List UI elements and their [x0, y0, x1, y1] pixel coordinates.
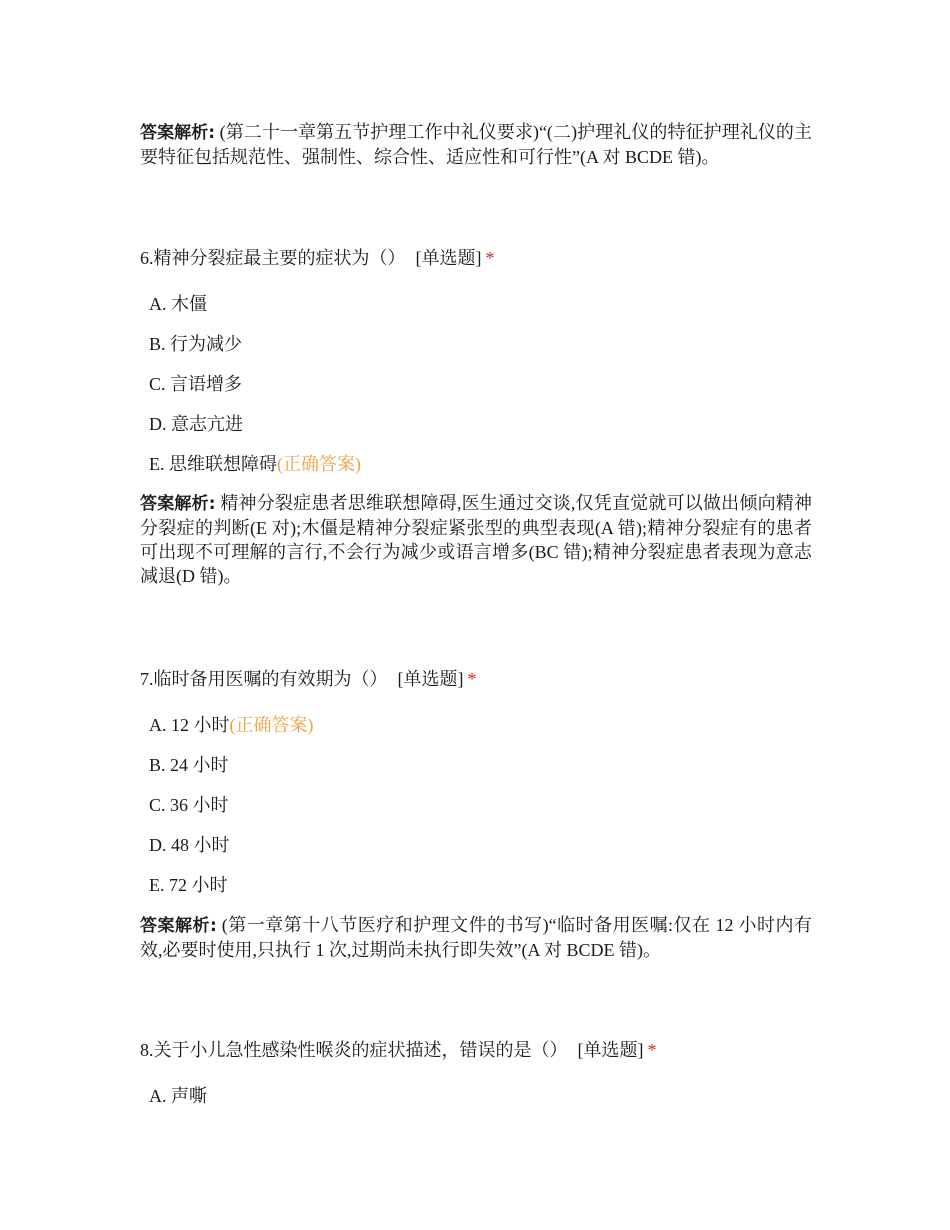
option-c: C. 36 小时 [149, 795, 229, 815]
explanation-label: 答案解析: [140, 916, 217, 936]
explanation-text: (第二十一章第五节护理工作中礼仪要求)“(二)护理礼仪的特征护理礼仪的主要特征包括规范性、强制性、综合性、适应性和可行性”(A 对 BCDE 错)。 [140, 122, 812, 167]
q5-explanation [140, 120, 812, 169]
correct-answer-marker: (正确答案) [229, 715, 314, 735]
question-8-options [140, 1084, 812, 1124]
explanation-text: (第一章第十八节医疗和护理文件的书写)“临时备用医嘱:仅在 12 小时内有效,必要时使用,只执行 1 次,过期尚未执行即失效”(A 对 BCDE 错)。 [140, 915, 812, 960]
required-marker: * [485, 248, 495, 268]
question-text: 7.临时备用医嘱的有效期为（） [140, 669, 388, 689]
explanation-label: 答案解析: [140, 494, 216, 514]
required-marker: * [647, 1040, 657, 1060]
question-6-options [140, 292, 812, 492]
option-c: C. 言语增多 [149, 374, 243, 394]
question-6-explanation [140, 491, 812, 588]
question-type: [单选题] [397, 669, 464, 689]
explanation-label: 答案解析: [140, 123, 216, 143]
option-a: A. 12 小时(正确答案) [149, 715, 314, 735]
question-8-title [140, 1038, 812, 1062]
required-marker: * [467, 669, 477, 689]
question-6-title [140, 246, 812, 270]
question-type: [单选题] [415, 248, 482, 268]
option-e: E. 72 小时 [149, 875, 228, 895]
question-type: [单选题] [577, 1040, 644, 1060]
option-d: D. 意志亢进 [149, 414, 243, 434]
question-7-explanation [140, 913, 812, 962]
question-7-title [140, 667, 812, 691]
question-text: 6.精神分裂症最主要的症状为（） [140, 248, 406, 268]
correct-answer-marker: (正确答案) [277, 454, 361, 474]
option-a: A. 声嘶 [149, 1086, 207, 1106]
question-7-options [140, 713, 812, 913]
option-b: B. 24 小时 [149, 755, 229, 775]
explanation-text: 精神分裂症患者思维联想障碍,医生通过交谈,仅凭直觉就可以做出倾向精神分裂症的判断(E 对);木僵是精神分裂症紧张型的典型表现(A 错);精神分裂症有的患者可出现不可理解的言行,不会行为减少或语言增多(BC 错);精神分裂症患者表现为意志减退(D 错)。 [140, 493, 812, 586]
option-b: B. 行为减少 [149, 334, 243, 354]
option-e: E. 思维联想障碍(正确答案) [149, 454, 361, 474]
option-d: D. 48 小时 [149, 835, 230, 855]
option-a: A. 木僵 [149, 294, 207, 314]
question-text: 8.关于小儿急性感染性喉炎的症状描述，错误的是（） [140, 1040, 568, 1060]
